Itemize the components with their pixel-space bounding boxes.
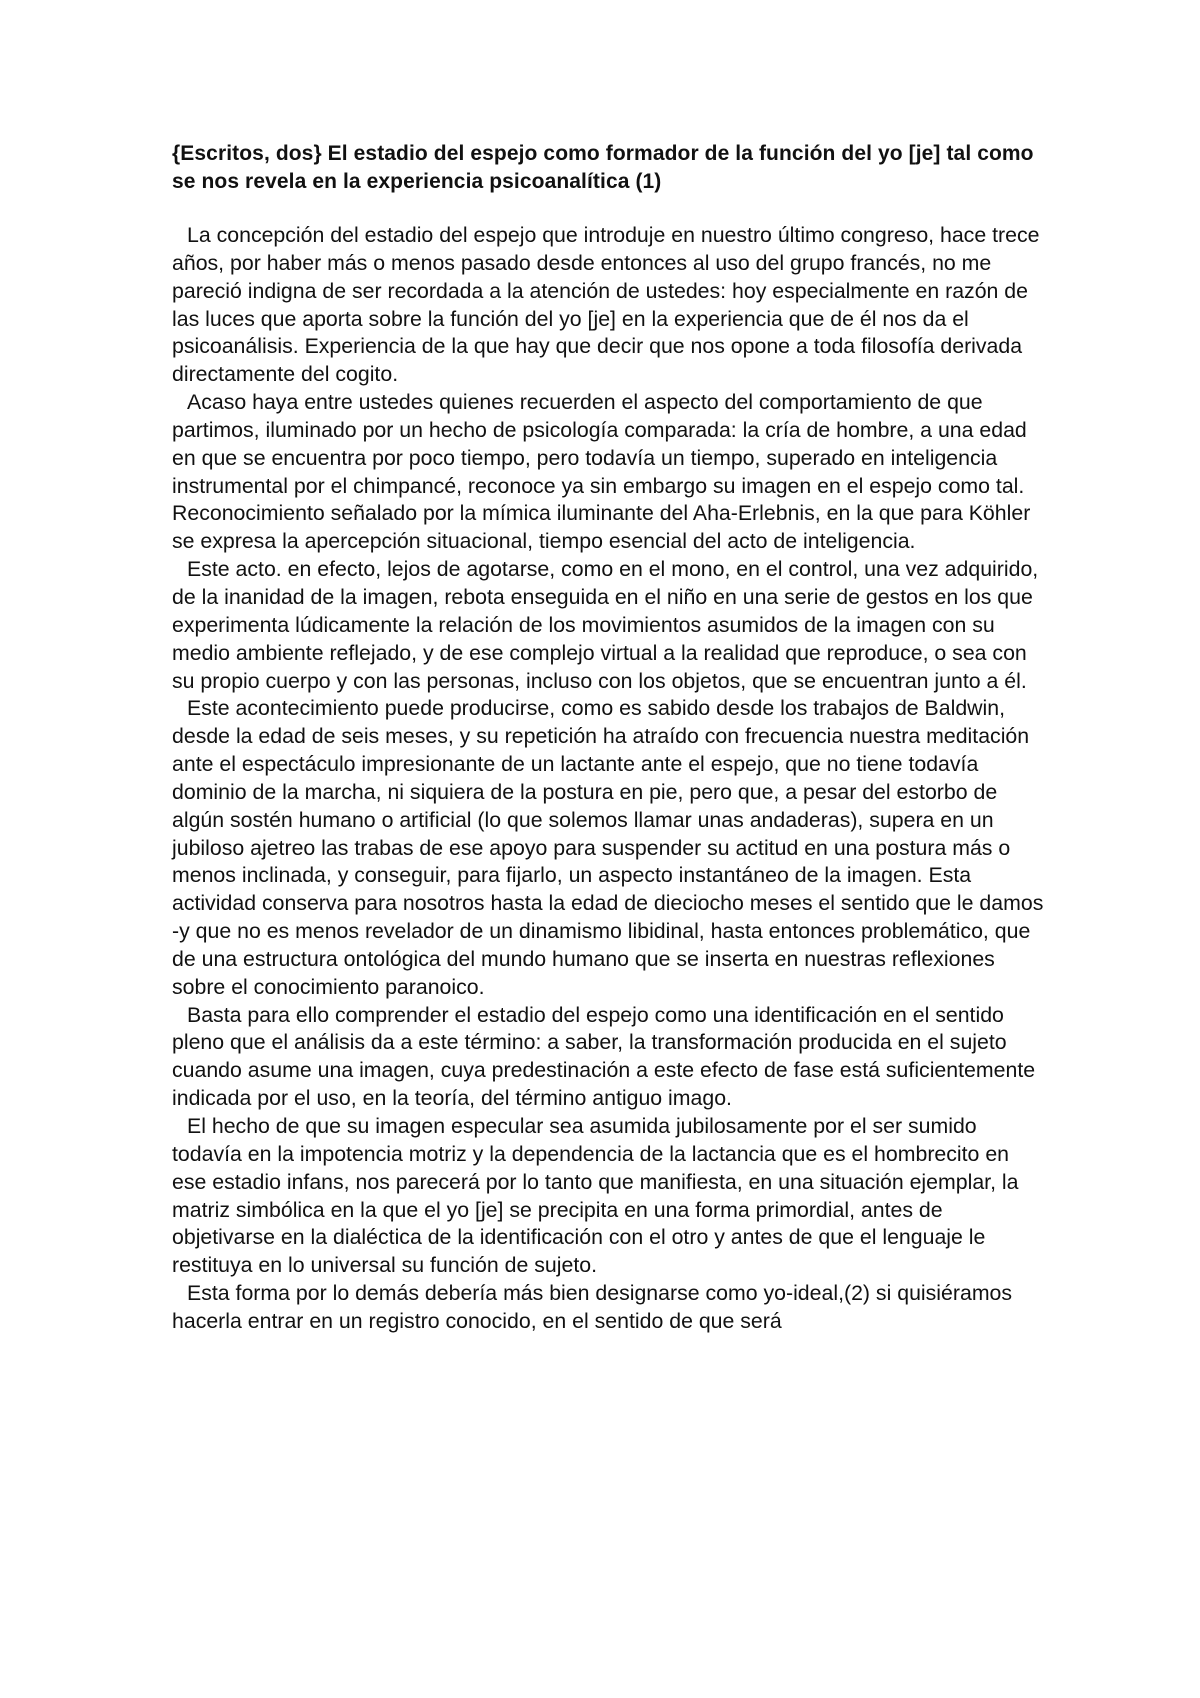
- paragraph: Esta forma por lo demás debería más bien designarse como yo-ideal,(2) si quisiéramos hacerla entrar en un registro conocido, en el sentido de que será: [172, 1281, 1013, 1333]
- paragraph: Este acontecimiento puede producirse, como es sabido desde los trabajos de Baldwin, desde la edad de seis meses, y su repetición ha atraído con frecuencia nuestra meditación ante el espectáculo impresionante de un lactante ante el espejo, que no tiene todavía dominio de la marcha, ni siquiera de la postura en pie, pero que, a pesar del estorbo de algún sostén humano o artificial (lo que solemos llamar unas andaderas), supera en un jubiloso ajetreo las trabas de ese apoyo para suspender su actitud en una postura más o menos inclinada, y conseguir, para fijarlo, un aspecto instantáneo de la imagen. Esta actividad conserva para nosotros hasta la edad de dieciocho meses el sentido que le damos -y que no es menos revelador de un dinamismo libidinal, hasta entonces problemático, que de una estructura ontológica del mundo humano que se inserta en nuestras reflexiones sobre el conocimiento paranoico.: [172, 696, 1044, 999]
- paragraph: Este acto. en efecto, lejos de agotarse, como en el mono, en el control, una vez adquirido, de la inanidad de la imagen, rebota enseguida en el niño en una serie de gestos en los que experimenta lúdicamente la relación de los movimientos asumidos de la imagen con su medio ambiente reflejado, y de ese complejo virtual a la realidad que reproduce, o sea con su propio cuerpo y con las personas, incluso con los objetos, que se encuentran junto a él.: [172, 557, 1039, 693]
- document-body: [172, 222, 1048, 1336]
- paragraph: Basta para ello comprender el estadio del espejo como una identificación en el sentido pleno que el análisis da a este término: a saber, la transformación producida en el sujeto cuando asume una imagen, cuya predestinación a este efecto de fase está suficientemente indicada por el uso, en la teoría, del término antiguo imago.: [172, 1002, 1036, 1111]
- paragraph: La concepción del estadio del espejo que introduje en nuestro último congreso, hace trece años, por haber más o menos pasado desde entonces al uso del grupo francés, no me pareció indigna de ser recordada a la atención de ustedes: hoy especialmente en razón de las luces que aporta sobre la función del yo [je] en la experiencia que de él nos da el psicoanálisis. Experiencia de la que hay que decir que nos opone a toda filosofía derivada directamente del cogito.: [172, 223, 1040, 387]
- document-title: {Escritos, dos} El estadio del espejo como formador de la función del yo [je] tal como se nos revela en la experiencia psicoanalítica (1): [172, 142, 1034, 193]
- paragraph: Acaso haya entre ustedes quienes recuerden el aspecto del comportamiento de que partimos, iluminado por un hecho de psicología comparada: la cría de hombre, a una edad en que se encuentra por poco tiempo, pero todavía un tiempo, superado en inteligencia instrumental por el chimpancé, reconoce ya sin embargo su imagen en el espejo como tal. Reconocimiento señalado por la mímica iluminante del Aha-Erlebnis, en la que para Köhler se expresa la apercepción situacional, tiempo esencial del acto de inteligencia.: [172, 390, 1031, 554]
- document-page: [172, 140, 1048, 1336]
- paragraph: El hecho de que su imagen especular sea asumida jubilosamente por el ser sumido todavía en la impotencia motriz y la dependencia de la lactancia que es el hombrecito en ese estadio infans, nos parecerá por lo tanto que manifiesta, en una situación ejemplar, la matriz simbólica en la que el yo [je] se precipita en una forma primordial, antes de objetivarse en la dialéctica de la identificación con el otro y antes de que el lenguaje le restituya en lo universal su función de sujeto.: [172, 1114, 1019, 1278]
